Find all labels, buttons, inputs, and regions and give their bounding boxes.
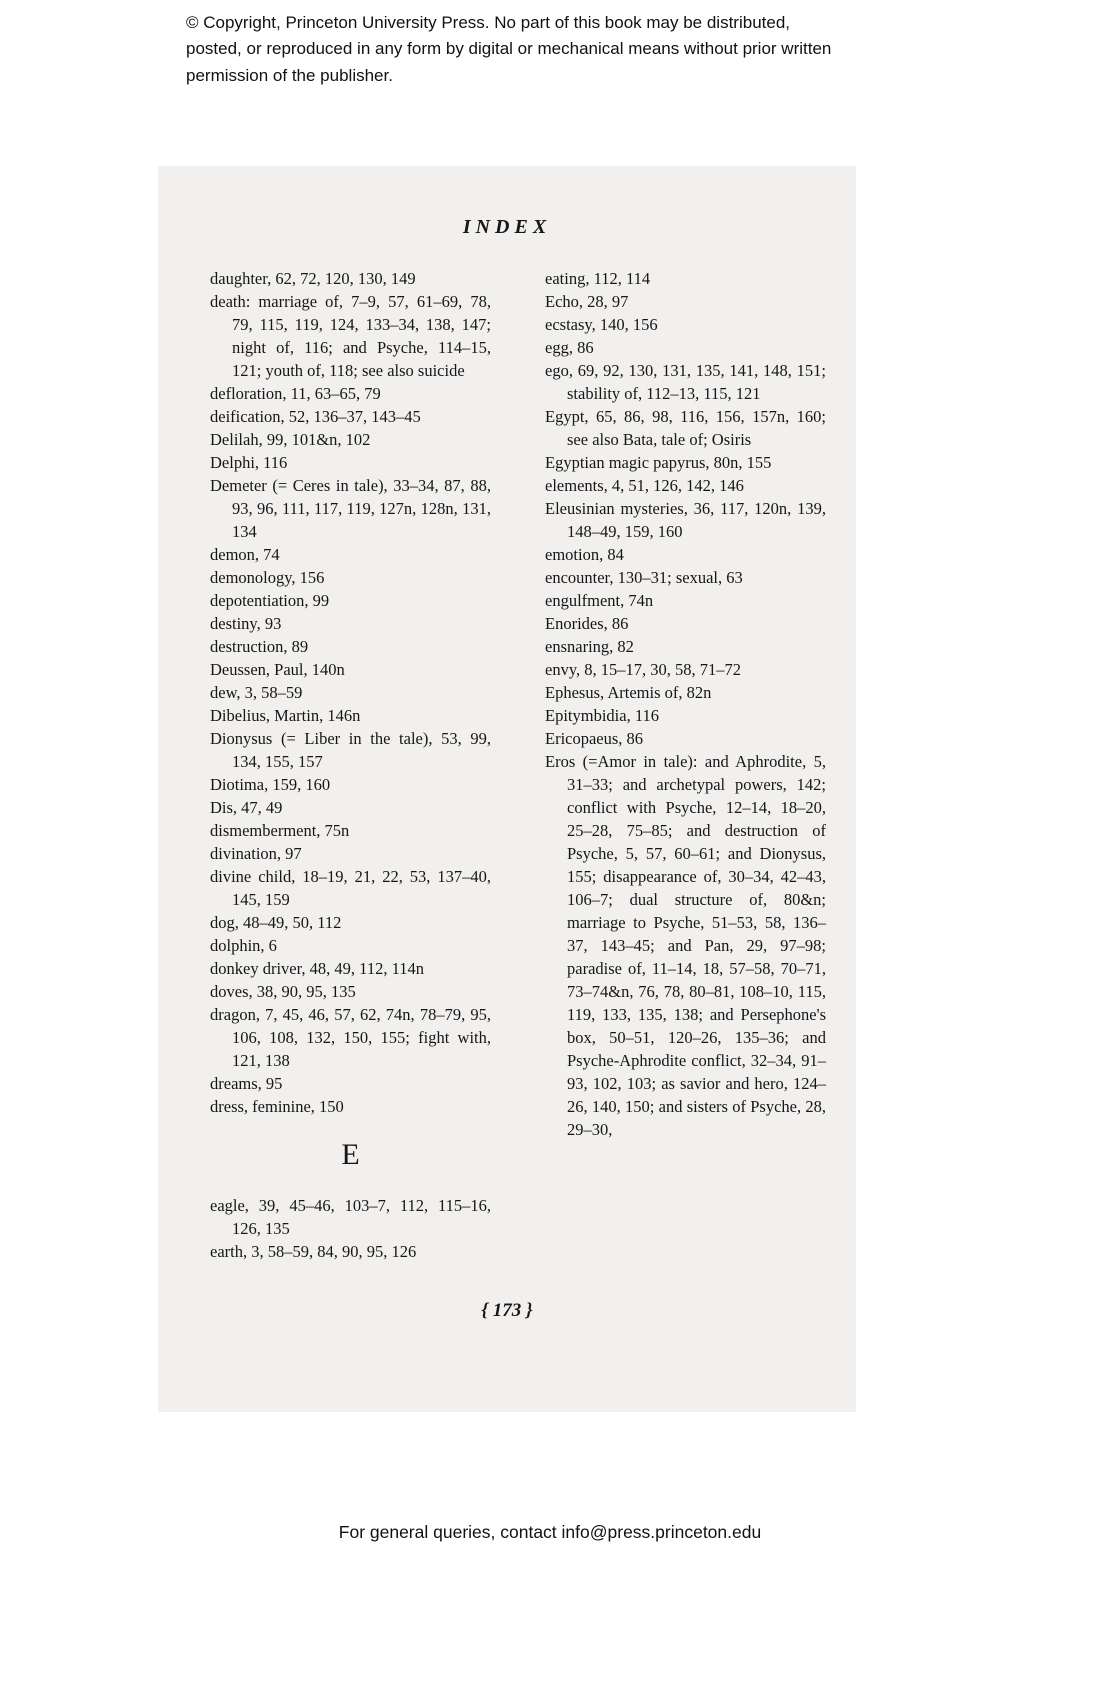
- footer-contact: [0, 1522, 1100, 1543]
- book-page: [158, 166, 856, 1412]
- left-column: [210, 267, 491, 1263]
- index-entry: ecstasy, 140, 156: [545, 315, 658, 334]
- index-entry: deification, 52, 136–37, 143–45: [210, 407, 421, 426]
- index-entry: Eros (=Amor in tale): and Aphrodite, 5, 31–33; and archetypal powers, 142; conflict with Psyche, 12–14, 18–20, 25–28, 75–85; and destruction of Psyche, 5, 57, 60–61; and Dionysus, 155; disappearance of, 30–34, 42–43, 106–7; dual structure of, 80&n; marriage to Psyche, 51–53, 58, 136–37, 143–45; and Pan, 29, 97–98; paradise of, 11–14, 18, 57–58, 70–71, 73–74&n, 76, 78, 80–81, 108–10, 115, 119, 133, 135, 138; and Persephone's box, 50–51, 120–26, 135–36; and Psyche-Aphrodite conflict, 32–34, 91–93, 102, 103; as savior and hero, 124–26, 140, 150; and sisters of Psyche, 28, 29–30,: [545, 752, 826, 1139]
- index-entry: eagle, 39, 45–46, 103–7, 112, 115–16, 126, 135: [210, 1196, 491, 1238]
- index-entry: Demeter (= Ceres in tale), 33–34, 87, 88, 93, 96, 111, 117, 119, 127n, 128n, 131, 134: [210, 476, 491, 541]
- index-entry: ego, 69, 92, 130, 131, 135, 141, 148, 151; stability of, 112–13, 115, 121: [545, 361, 826, 403]
- index-entry: death: marriage of, 7–9, 57, 61–69, 78, 79, 115, 119, 124, 133–34, 138, 147; night of, 116; and Psyche, 114–15, 121; youth of, 118; see also suicide: [210, 292, 491, 380]
- e-entries-right: [545, 267, 826, 1141]
- index-entry: Egyptian magic papyrus, 80n, 155: [545, 453, 772, 472]
- index-entry: Dionysus (= Liber in the tale), 53, 99, 134, 155, 157: [210, 729, 491, 771]
- index-heading: INDEX: [462, 216, 552, 238]
- index-entry: demonology, 156: [210, 568, 325, 587]
- index-entry: emotion, 84: [545, 545, 624, 564]
- right-column: [545, 267, 826, 1263]
- index-entry: Dibelius, Martin, 146n: [210, 706, 361, 725]
- index-entry: daughter, 62, 72, 120, 130, 149: [210, 269, 416, 288]
- index-entry: defloration, 11, 63–65, 79: [210, 384, 381, 403]
- index-entry: Egypt, 65, 86, 98, 116, 156, 157n, 160; see also Bata, tale of; Osiris: [545, 407, 826, 449]
- page-number: { 173 }: [481, 1300, 533, 1321]
- index-entry: dragon, 7, 45, 46, 57, 62, 74n, 78–79, 95, 106, 108, 132, 150, 155; fight with, 121, 138: [210, 1005, 491, 1070]
- index-entry: Delilah, 99, 101&n, 102: [210, 430, 371, 449]
- index-entry: envy, 8, 15–17, 30, 58, 71–72: [545, 660, 742, 679]
- index-entry: Diotima, 159, 160: [210, 775, 331, 794]
- index-entry: depotentiation, 99: [210, 591, 330, 610]
- index-entry: Ericopaeus, 86: [545, 729, 644, 748]
- index-entry: dress, feminine, 150: [210, 1097, 344, 1116]
- index-entry: eating, 112, 114: [545, 269, 651, 288]
- section-letter-e: E: [341, 1138, 360, 1171]
- index-entry: Delphi, 116: [210, 453, 288, 472]
- index-entry: dew, 3, 58–59: [210, 683, 303, 702]
- index-entry: destiny, 93: [210, 614, 282, 633]
- index-entry: donkey driver, 48, 49, 112, 114n: [210, 959, 424, 978]
- index-entry: Epitymbidia, 116: [545, 706, 659, 725]
- index-entry: Eleusinian mysteries, 36, 117, 120n, 139, 148–49, 159, 160: [545, 499, 826, 541]
- index-entry: demon, 74: [210, 545, 280, 564]
- index-entry: destruction, 89: [210, 637, 309, 656]
- index-entry: encounter, 130–31; sexual, 63: [545, 568, 743, 587]
- d-entries: [210, 267, 491, 1118]
- index-entry: dreams, 95: [210, 1074, 283, 1093]
- index-entry: ensnaring, 82: [545, 637, 634, 656]
- index-entry: dismemberment, 75n: [210, 821, 350, 840]
- index-entry: doves, 38, 90, 95, 135: [210, 982, 356, 1001]
- index-entry: Dis, 47, 49: [210, 798, 283, 817]
- copyright-notice: © Copyright, Princeton University Press. No part of this book may be distributed, posted, or reproduced in any form by digital or mechanical means without prior written permission of the publisher.: [186, 13, 832, 85]
- index-entry: dolphin, 6: [210, 936, 277, 955]
- index-entry: divination, 97: [210, 844, 302, 863]
- index-entry: engulfment, 74n: [545, 591, 654, 610]
- index-entry: elements, 4, 51, 126, 142, 146: [545, 476, 744, 495]
- e-entries-left: [210, 1194, 491, 1263]
- index-entry: Echo, 28, 97: [545, 292, 629, 311]
- footer-text: For general queries, contact info@press.princeton.edu: [338, 1522, 762, 1542]
- index-entry: Enorides, 86: [545, 614, 629, 633]
- index-entry: divine child, 18–19, 21, 22, 53, 137–40, 145, 159: [210, 867, 491, 909]
- index-entry: dog, 48–49, 50, 112: [210, 913, 342, 932]
- index-columns: [158, 239, 856, 1263]
- index-entry: Deussen, Paul, 140n: [210, 660, 345, 679]
- index-entry: Ephesus, Artemis of, 82n: [545, 683, 712, 702]
- index-entry: egg, 86: [545, 338, 594, 357]
- index-entry: earth, 3, 58–59, 84, 90, 95, 126: [210, 1242, 417, 1261]
